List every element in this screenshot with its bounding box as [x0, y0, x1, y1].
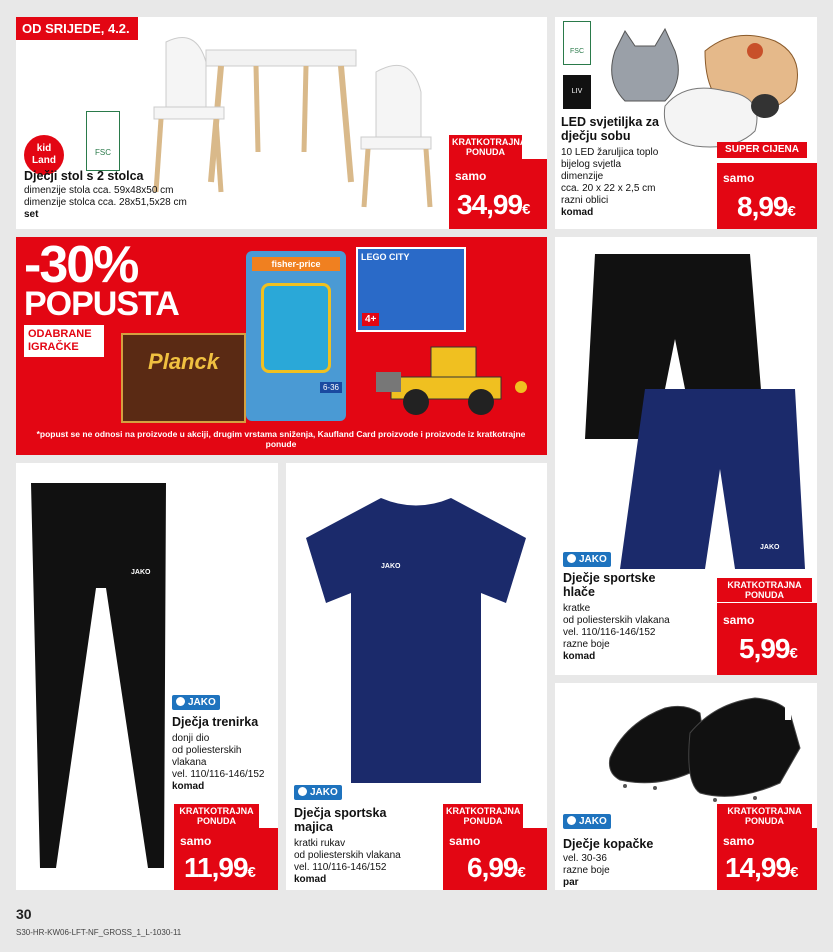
shorts-logo-text: JAKO — [760, 544, 780, 551]
price: 5,99€ — [739, 633, 798, 664]
product-desc-1: kratki rukav — [294, 838, 346, 849]
boots-offer[interactable] — [555, 683, 817, 890]
product-desc-3: cca. 20 x 22 x 2,5 cm — [561, 183, 656, 194]
product-desc-4: razni oblici — [561, 195, 609, 206]
price: 11,99€ — [184, 852, 256, 883]
offer-badge: KRATKOTRAJNA PONUDA — [443, 804, 523, 828]
product-desc-1: donji dio — [172, 733, 210, 744]
product-name: Dječje sportske hlače — [563, 571, 656, 599]
super-price-badge: SUPER CIJENA — [717, 142, 807, 158]
product-name: Dječja sportska majica — [294, 806, 387, 834]
discount-word: POPUSTA — [24, 285, 179, 323]
jako-badge: JAKO — [563, 552, 611, 567]
product-desc-1: dimenzije stola cca. 59x48x50 cm — [24, 185, 174, 196]
planck-box — [121, 333, 246, 423]
price-box — [717, 603, 817, 675]
age-4-label: 4+ — [362, 313, 379, 326]
product-name: Dječji stol s 2 stolca — [24, 169, 144, 183]
shirt-logo-text: JAKO — [381, 563, 401, 570]
product-name: Dječja trenirka — [172, 715, 259, 729]
page-number: 30 — [16, 906, 32, 922]
product-name: Dječje kopačke — [563, 837, 654, 851]
jako-icon — [567, 554, 576, 563]
samo-label: samo — [455, 169, 487, 183]
offer-badge: KRATKOTRAJNA PONUDA — [449, 135, 522, 159]
tshirt-image — [296, 493, 536, 793]
pants-offer[interactable] — [16, 463, 278, 890]
product-desc-3: vel. 110/116-146/152 — [563, 627, 656, 638]
shirt-offer[interactable] — [286, 463, 547, 890]
price-box — [717, 163, 817, 229]
table-and-chairs-image — [146, 32, 436, 212]
product-desc-4: razne boje — [563, 639, 610, 650]
product-unit: komad — [561, 207, 594, 218]
samo-label: samo — [180, 834, 212, 848]
jako-icon — [298, 787, 307, 796]
shorts-offer[interactable] — [555, 237, 817, 675]
samo-label: samo — [449, 834, 481, 848]
lego-logo: LEGO CITY — [361, 252, 410, 262]
jako-icon — [176, 697, 185, 706]
product-name: LED svjetiljka za dječju sobu — [561, 115, 659, 143]
promo-footnote: *popust se ne odnosi na proizvode u akciji, drugim vrstama sniženja, Kaufland Card proizvode i proizvode iz kratkotrajne ponude — [36, 429, 526, 449]
product-unit: set — [24, 209, 39, 220]
product-desc-3: vel. 110/116-146/152 — [172, 769, 265, 780]
product-desc-2: od poliesterskih vlakana — [294, 850, 401, 861]
lego-loader-image — [371, 327, 541, 417]
samo-label: samo — [723, 171, 755, 185]
fisher-price-box — [246, 251, 346, 421]
price: 6,99€ — [467, 852, 526, 883]
fisher-price-logo: fisher-price — [252, 257, 340, 271]
product-unit: komad — [563, 651, 596, 662]
jako-badge: JAKO — [563, 814, 611, 829]
print-code: S30-HR-KW06-LFT-NF_GROSS_1_L-1030-11 — [16, 928, 182, 937]
product-desc-2: od poliesterskih vlakana — [563, 615, 670, 626]
product-desc-2: razne boje — [563, 865, 610, 876]
jako-badge: JAKO — [172, 695, 220, 710]
fsc-logo: FSC — [86, 111, 120, 171]
price-box — [717, 828, 817, 890]
product-unit: par — [563, 877, 579, 888]
fsc-logo: FSC — [563, 21, 591, 65]
offer-badge: KRATKOTRAJNA PONUDA — [174, 804, 259, 828]
track-pants-image — [26, 478, 176, 878]
samo-label: samo — [723, 613, 755, 627]
price: 8,99€ — [737, 191, 796, 222]
product-desc-1: 10 LED žaruljica toplo bijelog svjetla — [561, 147, 659, 170]
product-desc-2: od poliesterskih vlakana — [172, 745, 242, 768]
samo-label: samo — [723, 834, 755, 848]
date-banner: OD SRIJEDE, 4.2. — [16, 17, 138, 40]
product-desc-1: vel. 30-36 — [563, 853, 607, 864]
product-desc-1: kratke — [563, 603, 591, 614]
toy-promo-banner[interactable] — [16, 237, 547, 455]
offer-badge: KRATKOTRAJNA PONUDA — [717, 804, 812, 828]
price-box — [449, 159, 547, 229]
jako-badge: JAKO — [294, 785, 342, 800]
table-offer[interactable] — [16, 17, 547, 229]
jako-icon — [567, 816, 576, 825]
discount-percent: -30% — [24, 237, 138, 294]
price-box — [443, 828, 547, 890]
price: 34,99€ — [457, 189, 531, 220]
product-desc-2: dimenzije — [561, 171, 604, 182]
game-console-toy — [261, 283, 331, 373]
price-box — [174, 828, 278, 890]
age-label: 6-36 — [320, 382, 342, 393]
offer-badge: KRATKOTRAJNA PONUDA — [717, 578, 812, 602]
lamp-offer[interactable] — [555, 17, 817, 229]
price: 14,99€ — [725, 852, 799, 883]
shorts-image — [585, 249, 810, 569]
product-desc-2: dimenzije stolca cca. 28x51,5x28 cm — [24, 197, 187, 208]
product-unit: komad — [172, 781, 205, 792]
product-desc-3: vel. 110/116-146/152 — [294, 862, 387, 873]
livarno-logo: LIV — [563, 75, 591, 109]
football-boots-image — [605, 688, 810, 808]
product-unit: komad — [294, 874, 327, 885]
lego-city-box — [356, 247, 466, 332]
kidland-logo: kid Land — [24, 135, 64, 175]
selected-toys-label: ODABRANE IGRAČKE — [24, 325, 104, 357]
planck-label: Planck — [148, 349, 219, 374]
pants-logo-text: JAKO — [131, 569, 151, 576]
